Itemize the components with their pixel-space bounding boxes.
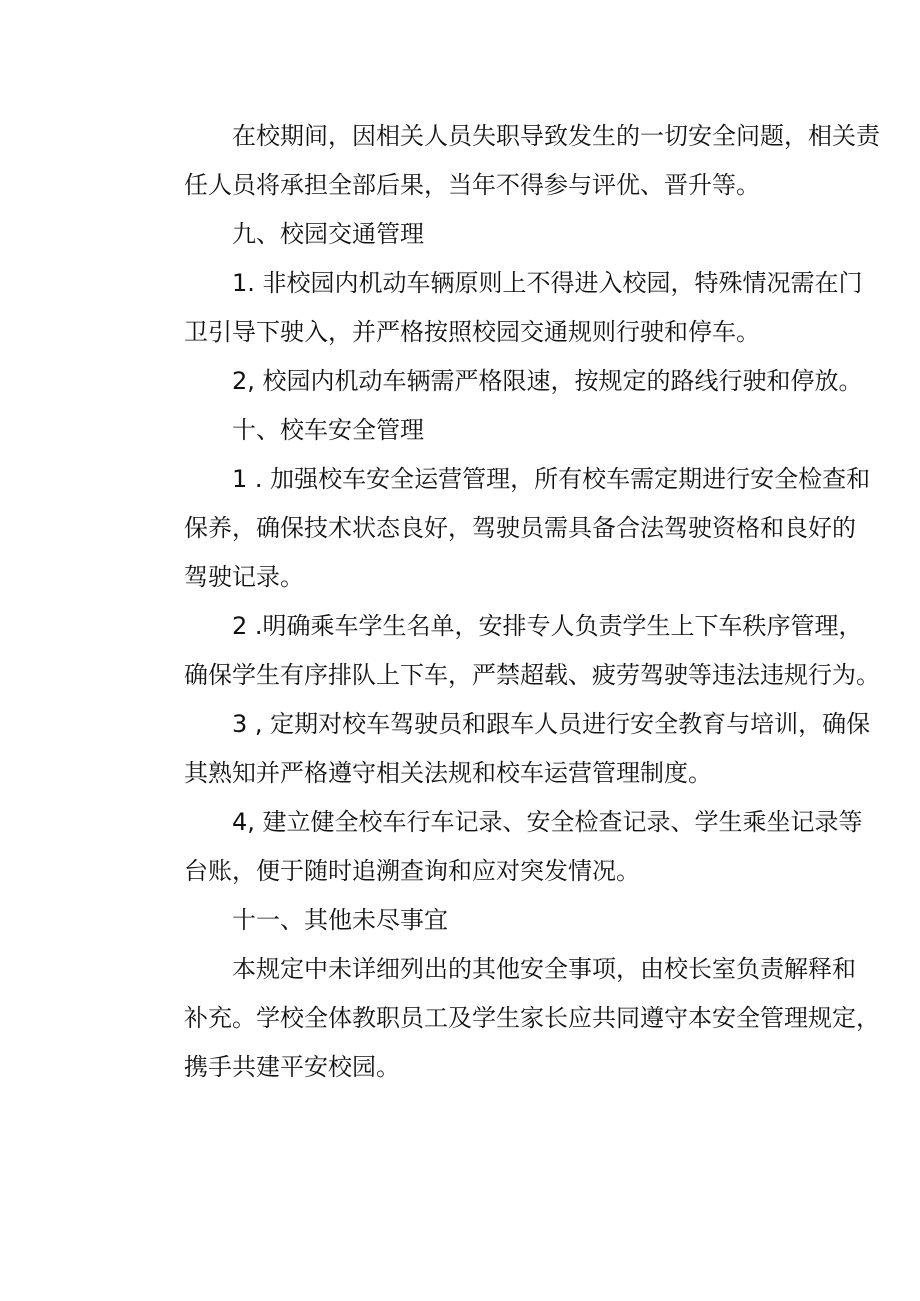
section-heading-school-bus <box>136 406 800 455</box>
text-line: 确保学生有序排队上下车，严禁超载、疲劳驾驶等违法违规行为。 <box>184 661 880 689</box>
text-line: 本规定中未详细列出的其他安全事项，由校长室负责解释和 <box>232 955 856 983</box>
text-line: 1 . 加强校车安全运营管理，所有校车需定期进行安全检查和 <box>232 465 871 493</box>
heading-text: 九、校园交通管理 <box>232 220 424 248</box>
text-line: 任人员将承担全部后果，当年不得参与评优、晋升等。 <box>184 171 760 199</box>
paragraph-bus-4 <box>136 798 863 896</box>
text-line: 保养，确保技术状态良好，驾驶员需具备合法驾驶资格和良好的 <box>184 514 856 542</box>
section-heading-other <box>136 896 800 945</box>
heading-text: 十一、其他未尽事宜 <box>232 906 448 934</box>
text-line: 卫引导下驶入，并严格按照校园交通规则行驶和停车。 <box>184 318 760 346</box>
heading-text: 十、校车安全管理 <box>232 416 424 444</box>
text-line: 补充。学校全体教职员工及学生家长应共同遵守本安全管理规定， <box>184 1004 880 1032</box>
paragraph-bus-2 <box>136 602 880 700</box>
paragraph-bus-3 <box>136 700 871 798</box>
text-line: 其熟知并严格遵守相关法规和校车运营管理制度。 <box>184 759 712 787</box>
paragraph-liability <box>136 112 880 210</box>
paragraph-traffic-2 <box>136 357 863 406</box>
paragraph-other <box>136 945 880 1092</box>
text-line: 在校期间，因相关人员失职导致发生的一切安全问题，相关责 <box>232 122 880 150</box>
text-line: 4, 建立健全校车行车记录、安全检查记录、学生乘坐记录等 <box>232 808 863 836</box>
text-line: 驾驶记录。 <box>184 563 304 591</box>
paragraph-bus-1 <box>136 455 871 602</box>
paragraph-traffic-1 <box>136 259 863 357</box>
section-heading-traffic <box>136 210 800 259</box>
text-line: 3 , 定期对校车驾驶员和跟车人员进行安全教育与培训，确保 <box>232 710 871 738</box>
text-line: 2 .明确乘车学生名单，安排专人负责学生上下车秩序管理， <box>232 612 863 640</box>
document-body <box>136 112 880 1092</box>
text-line: 2, 校园内机动车辆需严格限速，按规定的路线行驶和停放。 <box>232 367 863 395</box>
text-line: 台账，便于随时追溯查询和应对突发情况。 <box>184 857 640 885</box>
text-line: 1. 非校园内机动车辆原则上不得进入校园，特殊情况需在门 <box>232 269 863 297</box>
text-line: 携手共建平安校园。 <box>184 1053 400 1081</box>
